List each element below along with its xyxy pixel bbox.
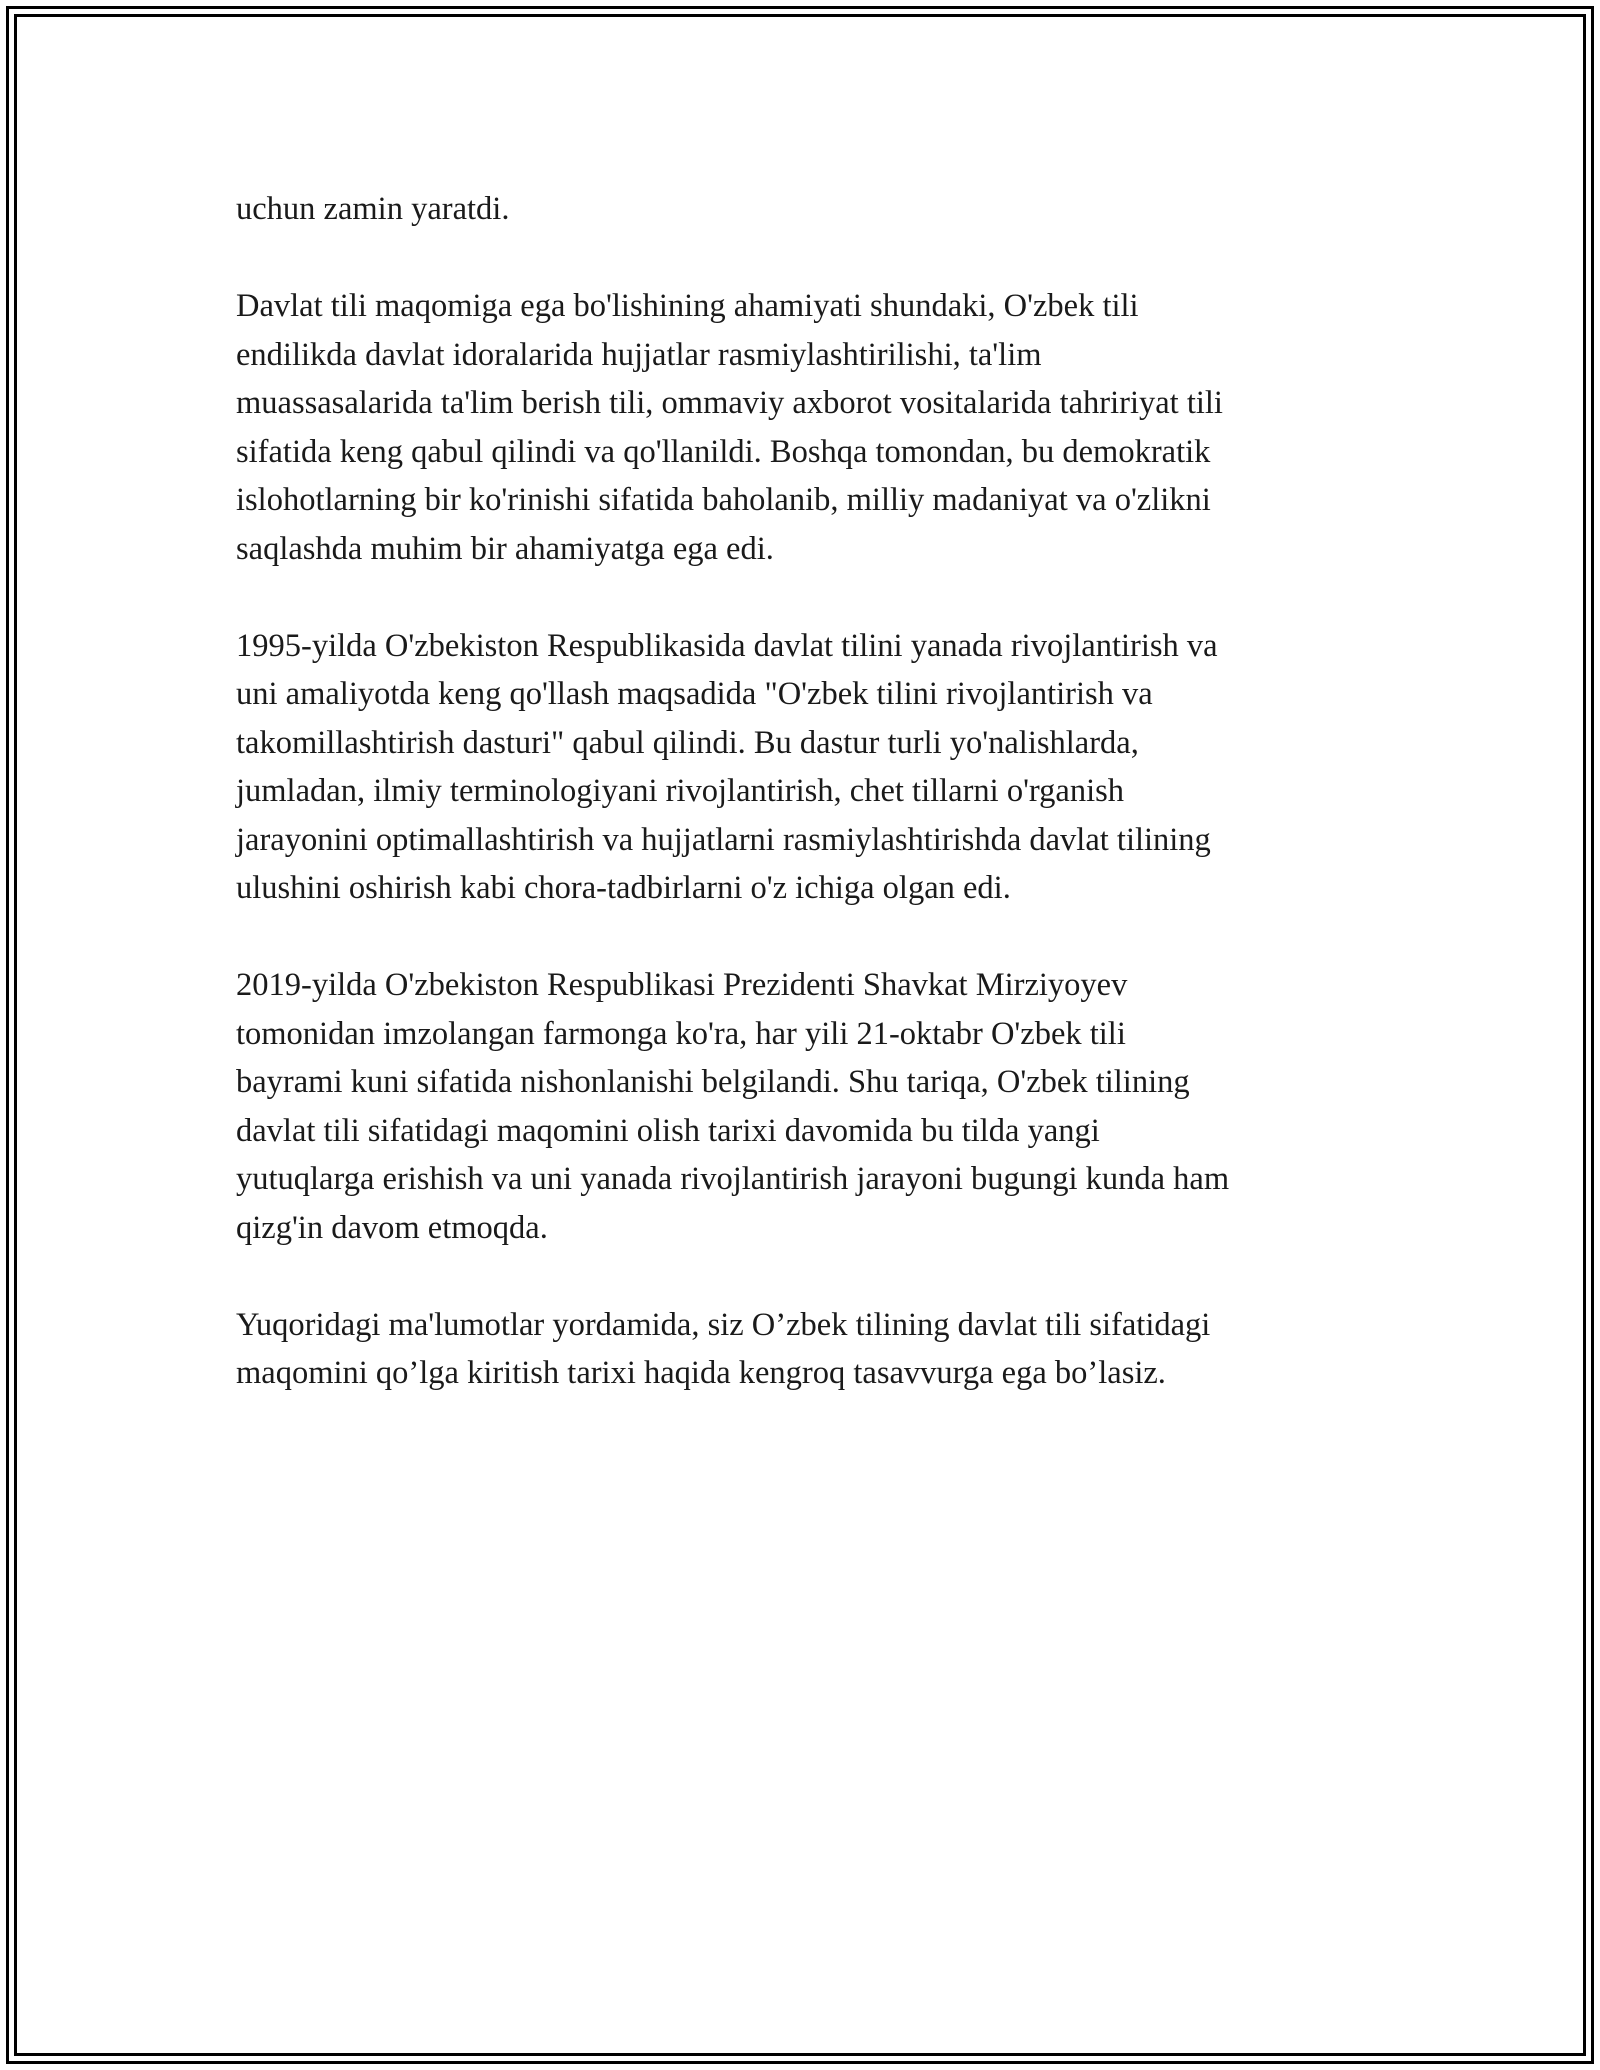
paragraph-state-language-significance: Davlat tili maqomiga ega bo'lishining ahamiyati shundaki, O'zbek tili endilikda davlat idoralarida hujjatlar rasmiylashtirilishi, ta'lim muassasalarida ta'lim berish tili, ommaviy axborot vositalarida tahririyat tili sifatida keng qabul qilindi va qo'llanildi. Boshqa tomondan, bu demokratik islohotlarning bir ko'rinishi sifatida baholanib, milliy madaniyat va o'zlikni saqlashda muhim bir ahamiyatga ega edi.	[236, 288, 1223, 567]
paragraph-2019-decree: 2019-yilda O'zbekiston Respublikasi Prezidenti Shavkat Mirziyoyev tomonidan imzolangan farmonga ko'ra, har yili 21-oktabr O'zbek tili bayrami kuni sifatida nishonlanishi belgilandi. Shu tariqa, O'zbek tilining davlat tili sifatidagi maqomini olish tarixi davomida bu tilda yangi yutuqlarga erishish va uni yanada rivojlantirish jarayoni bugungi kunda ham qizg'in davom etmoqda.	[236, 967, 1230, 1246]
paragraph-1995-program: 1995-yilda O'zbekiston Respublikasida davlat tilini yanada rivojlantirish va uni amaliyotda keng qo'llash maqsadida "O'zbek tilini rivojlantirish va takomillashtirish dasturi" qabul qilindi. Bu dastur turli yo'nalishlarda, jumladan, ilmiy terminologiyani rivojlantirish, chet tillarni o'rganish jarayonini optimallashtirish va hujjatlarni rasmiylashtirishda davlat tilining ulushini oshirish kabi chora-tadbirlarni o'z ichiga olgan edi.	[236, 627, 1218, 906]
document-body	[236, 185, 1366, 1446]
paragraph-conclusion: Yuqoridagi ma'lumotlar yordamida, siz O’zbek tilining davlat tili sifatidagi maqomini qo’lga kiritish tarixi haqida kengroq tasavvurga ega bo’lasiz.	[236, 1306, 1211, 1391]
paragraph-intro-fragment: uchun zamin yaratdi.	[236, 191, 510, 227]
